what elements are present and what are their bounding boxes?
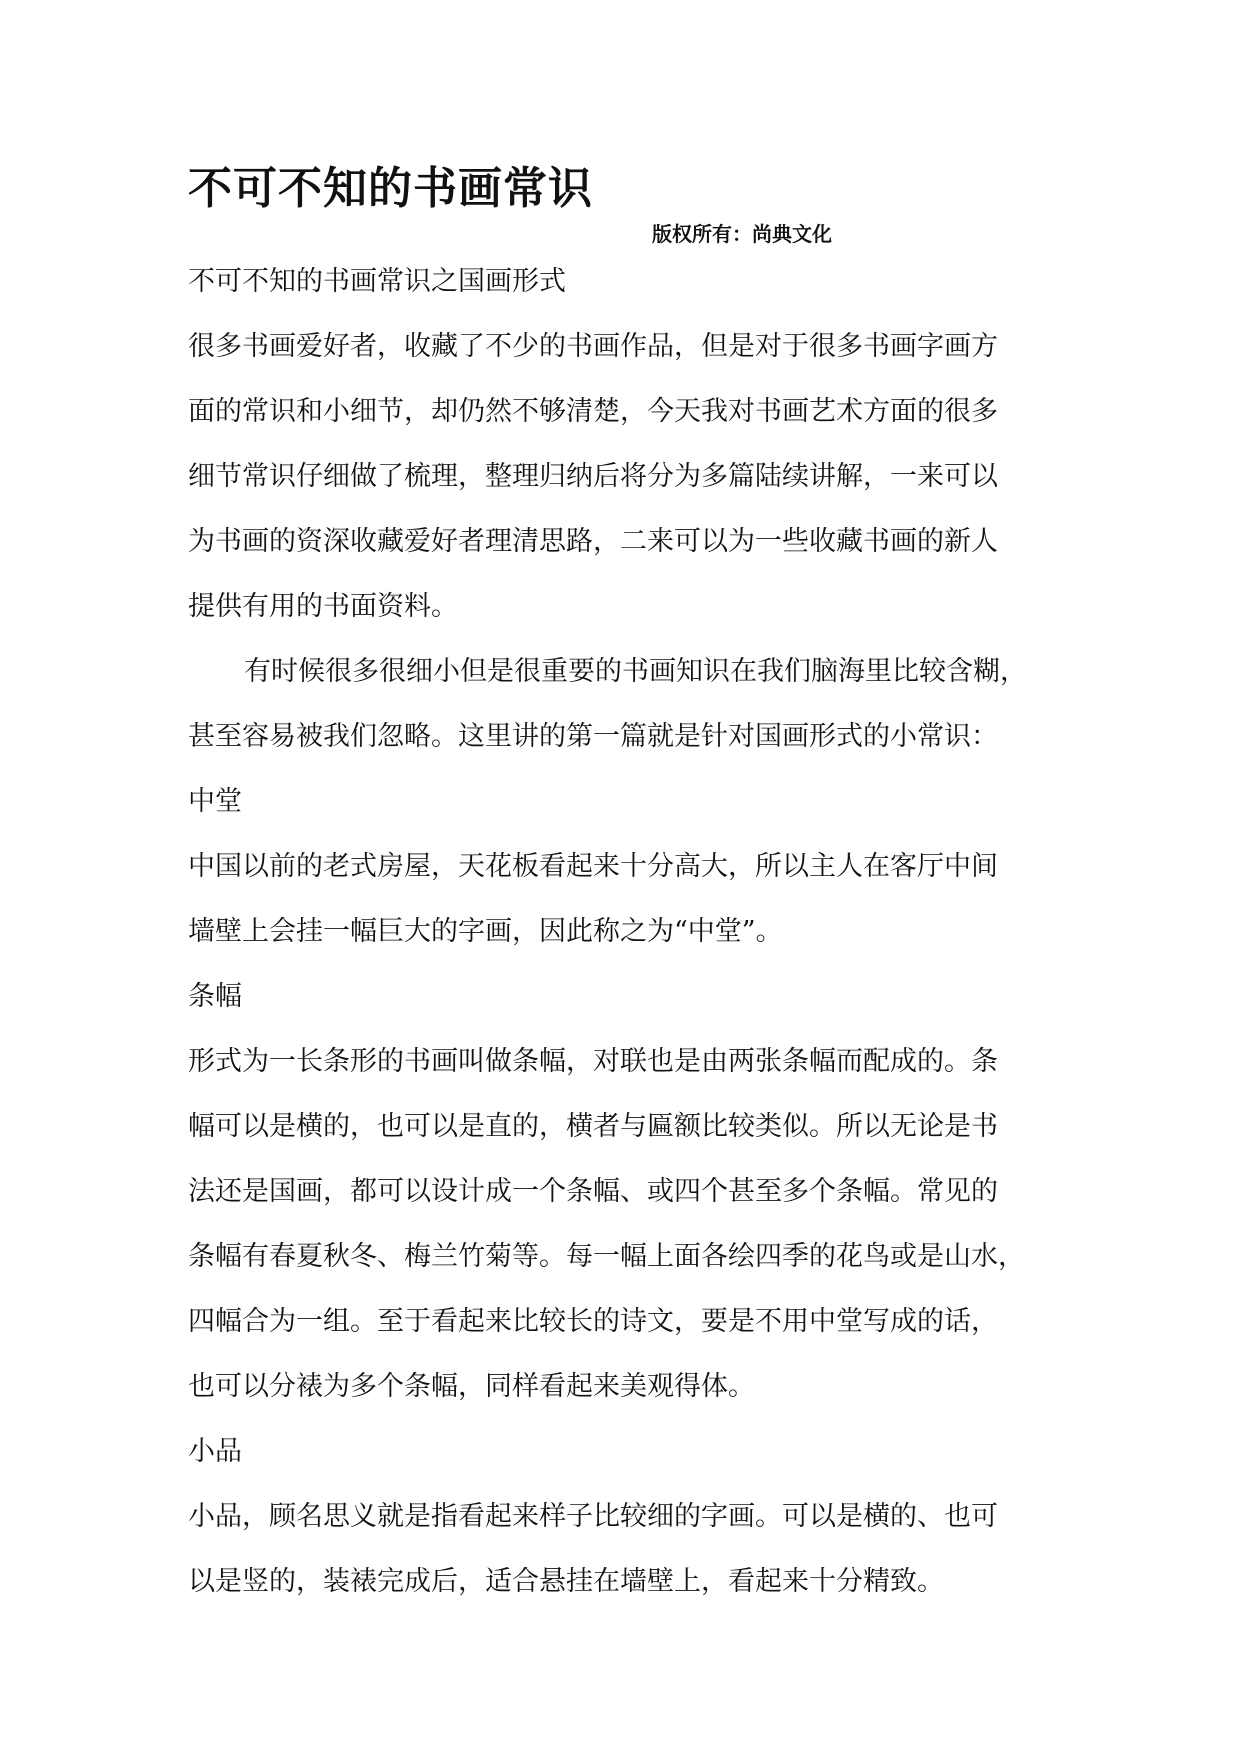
copyright-notice: 版权所有：尚典文化 [652, 222, 832, 246]
paragraph-line: 条幅有春夏秋冬、梅兰竹菊等。每一幅上面各绘四季的花鸟或是山水， [188, 1241, 1025, 1272]
paragraph-line: 也可以分裱为多个条幅，同样看起来美观得体。 [188, 1371, 755, 1402]
subheading-xiaopin: 小品 [188, 1436, 242, 1467]
paragraph-line: 中国以前的老式房屋，天花板看起来十分高大，所以主人在客厅中间 [188, 851, 998, 882]
paragraph-line: 四幅合为一组。至于看起来比较长的诗文，要是不用中堂写成的话， [188, 1306, 998, 1337]
paragraph-line: 细节常识仔细做了梳理，整理归纳后将分为多篇陆续讲解，一来可以 [188, 461, 998, 492]
paragraph-line: 以是竖的，装裱完成后，适合悬挂在墙壁上，看起来十分精致。 [188, 1566, 944, 1597]
subheading-zhongtang: 中堂 [188, 786, 242, 817]
document-body [188, 262, 1088, 1627]
paragraph-line: 小品，顾名思义就是指看起来样子比较细的字画。可以是横的、也可 [188, 1501, 998, 1532]
subheading-tiaofu: 条幅 [188, 981, 242, 1012]
paragraph-line: 提供有用的书面资料。 [188, 591, 458, 622]
paragraph-line: 面的常识和小细节，却仍然不够清楚，今天我对书画艺术方面的很多 [188, 396, 998, 427]
paragraph-line: 形式为一长条形的书画叫做条幅，对联也是由两张条幅而配成的。条 [188, 1046, 998, 1077]
paragraph-line: 幅可以是横的，也可以是直的，横者与匾额比较类似。所以无论是书 [188, 1111, 998, 1142]
document-title: 不可不知的书画常识 [188, 163, 593, 214]
paragraph-line: 有时候很多很细小但是很重要的书画知识在我们脑海里比较含糊， [244, 656, 1027, 687]
paragraph-line: 法还是国画，都可以设计成一个条幅、或四个甚至多个条幅。常见的 [188, 1176, 998, 1207]
paragraph-line: 甚至容易被我们忽略。这里讲的第一篇就是针对国画形式的小常识： [188, 721, 998, 752]
paragraph-line: 墙壁上会挂一幅巨大的字画，因此称之为“中堂”。 [188, 916, 783, 947]
section-heading: 不可不知的书画常识之国画形式 [188, 266, 566, 297]
paragraph-line: 为书画的资深收藏爱好者理清思路，二来可以为一些收藏书画的新人 [188, 526, 998, 557]
paragraph-line: 很多书画爱好者，收藏了不少的书画作品，但是对于很多书画字画方 [188, 331, 998, 362]
